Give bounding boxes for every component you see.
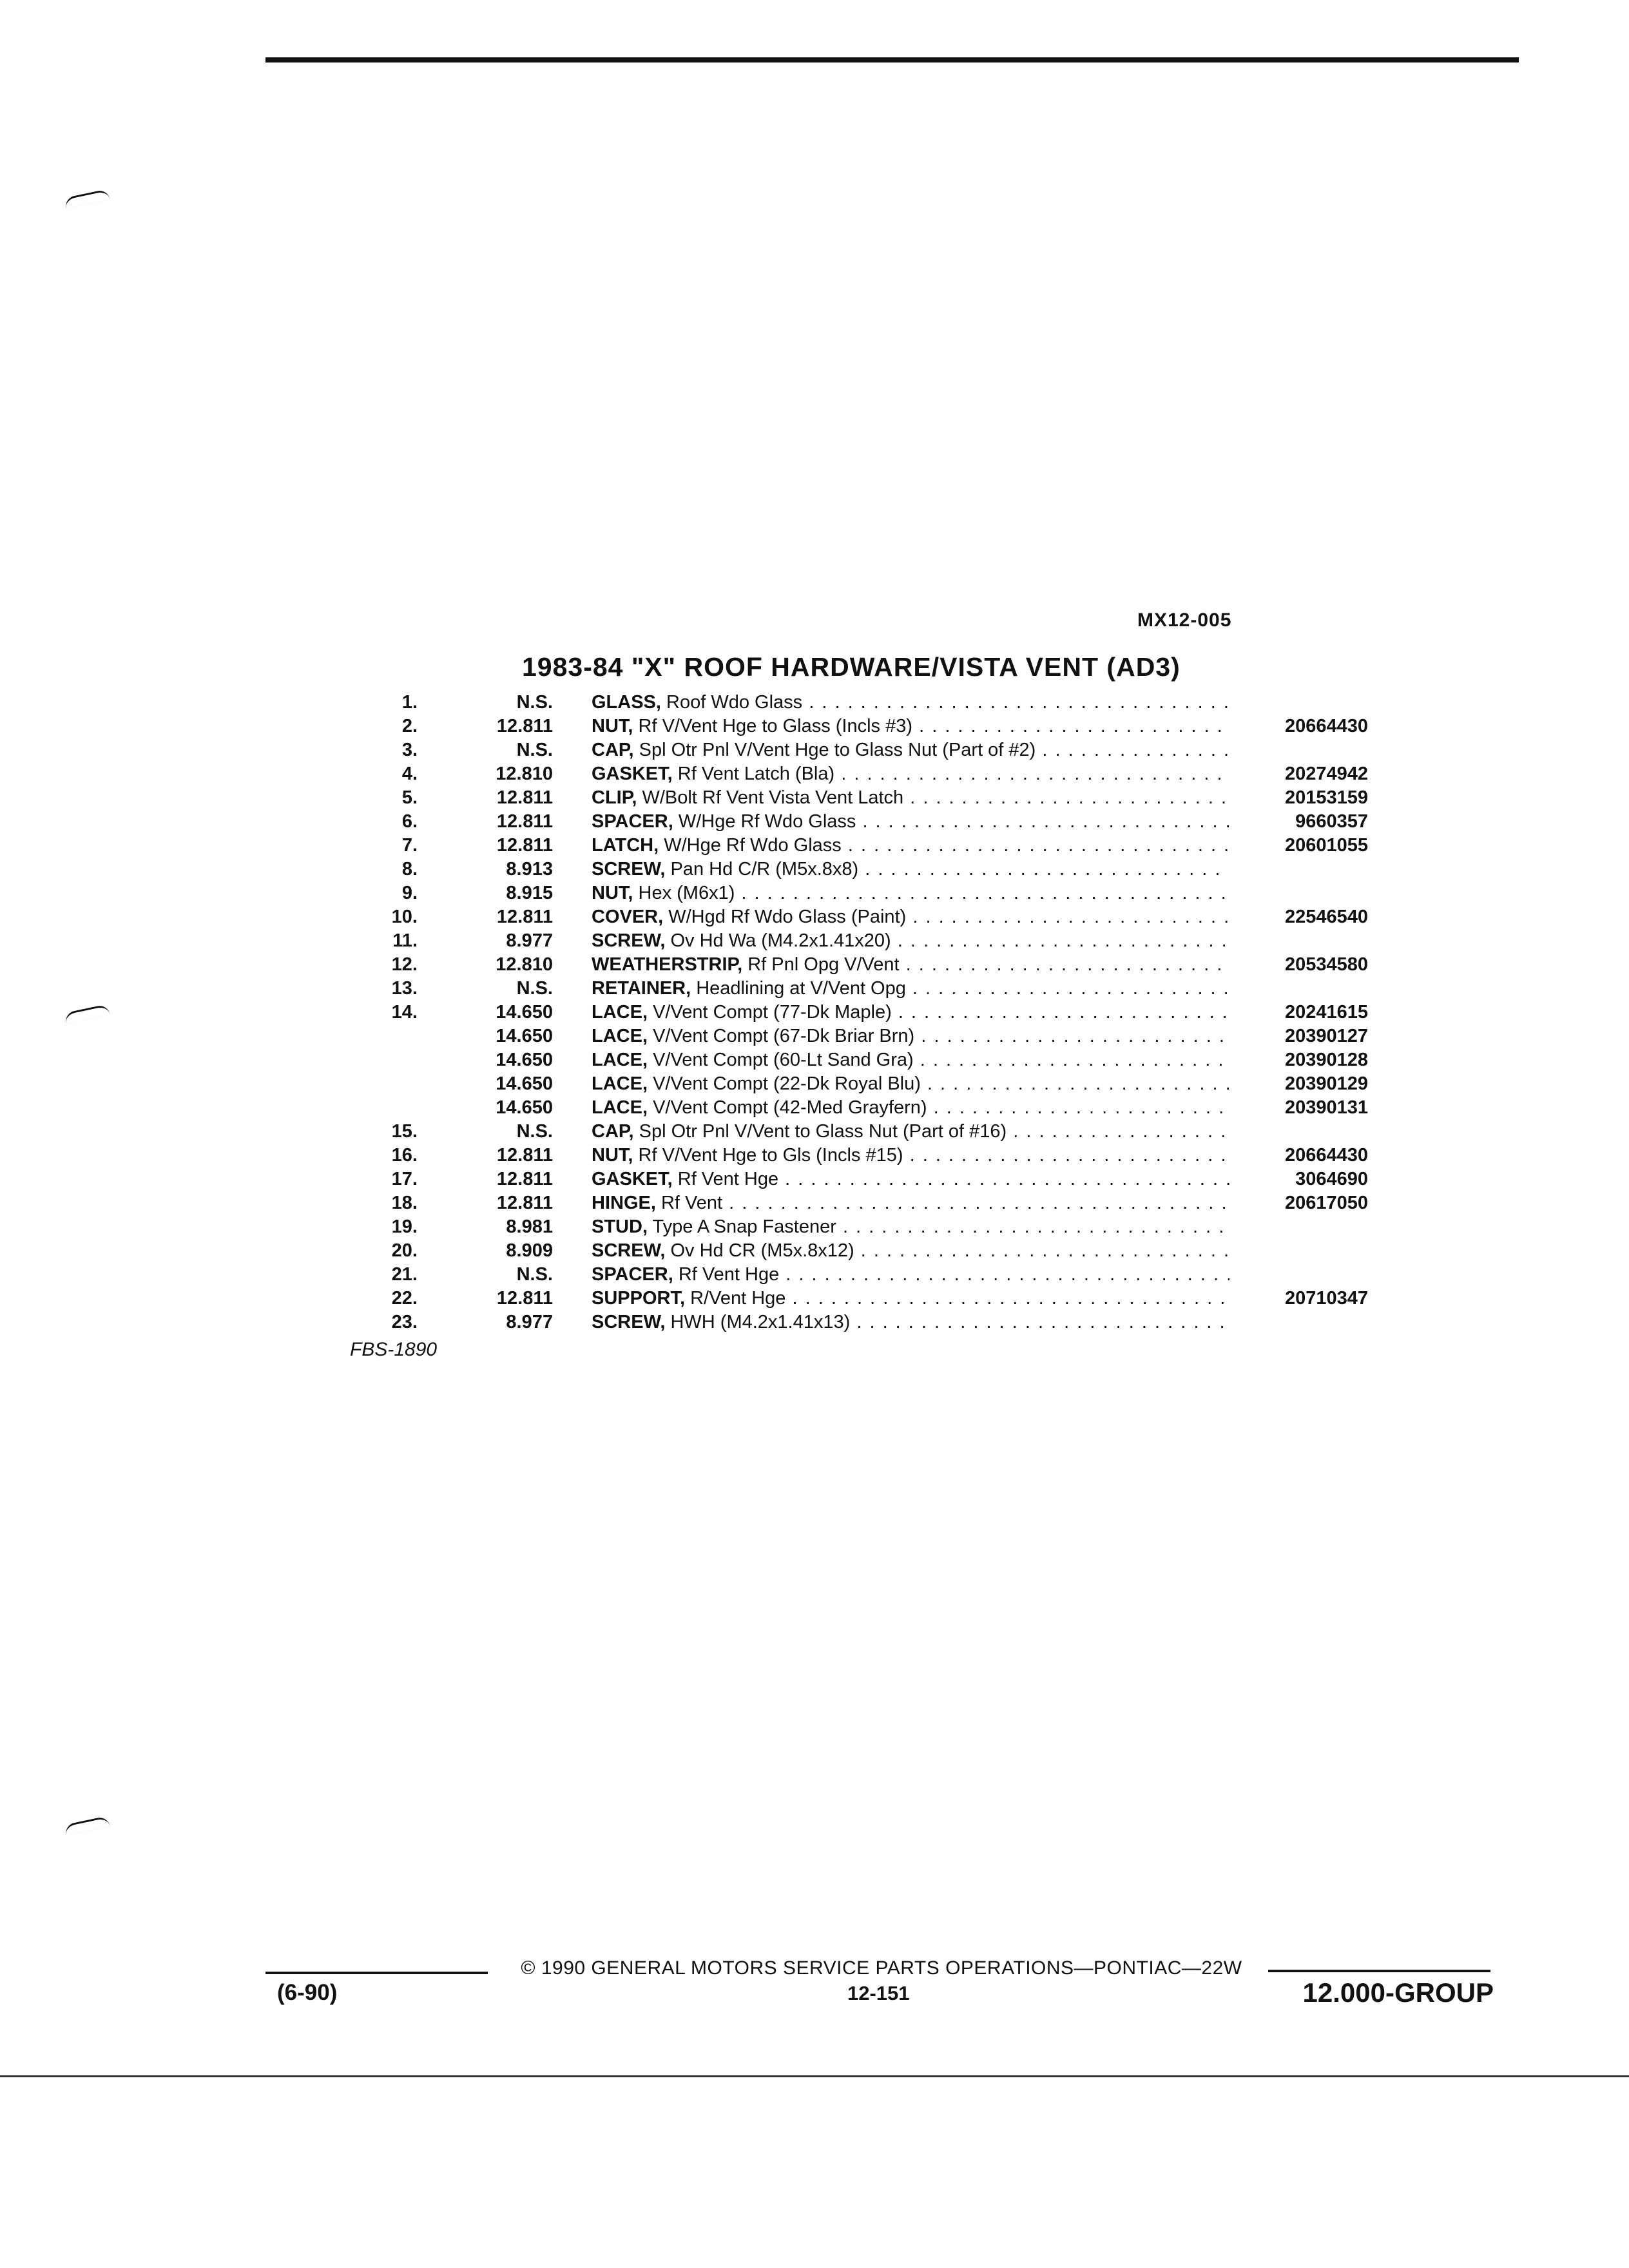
group-number: 8.977 — [506, 1312, 553, 1332]
part-name: CAP, — [592, 1121, 634, 1142]
group-number: 12.811 — [496, 907, 553, 927]
parts-list-row — [0, 1048, 1629, 1072]
part-description — [592, 810, 1229, 834]
item-index: 6. — [401, 811, 418, 832]
group-number: 12.811 — [496, 716, 553, 736]
part-detail: Rf Vent — [660, 1193, 723, 1213]
item-index: 3. — [401, 740, 418, 760]
part-number: 20601055 — [1284, 835, 1368, 856]
part-number: 20710347 — [1284, 1288, 1368, 1309]
parts-list-row — [0, 929, 1629, 953]
group-number: 12.811 — [496, 1169, 553, 1189]
group-number: 12.811 — [496, 1145, 553, 1166]
part-description — [592, 1311, 1229, 1334]
part-detail: Spl Otr Pnl V/Vent to Glass Nut (Part of #16) — [639, 1121, 1007, 1142]
group-number: N.S. — [516, 692, 553, 713]
parts-list-row — [0, 1144, 1629, 1168]
part-detail: Rf V/Vent Hge to Glass (Incls #3) — [638, 716, 913, 736]
part-number: 20274942 — [1284, 764, 1368, 784]
part-name: GASKET, — [592, 1169, 673, 1189]
part-description — [592, 1239, 1229, 1263]
part-description — [592, 953, 1229, 977]
top-rule — [265, 57, 1519, 62]
group-number: N.S. — [516, 740, 553, 760]
item-index: 9. — [401, 883, 418, 903]
part-name: SPACER, — [592, 1264, 673, 1285]
part-detail: W/Hgd Rf Wdo Glass (Paint) — [668, 907, 907, 927]
part-name: NUT, — [592, 1145, 633, 1166]
group-number: 14.650 — [496, 1002, 553, 1023]
document-code: MX12-005 — [1137, 610, 1232, 631]
parts-list-row — [0, 834, 1629, 858]
part-detail: W/Hge Rf Wdo Glass — [678, 811, 856, 832]
parts-list-row — [0, 858, 1629, 881]
part-number: 20390127 — [1284, 1026, 1368, 1046]
page-number: 12-151 — [847, 1982, 910, 2004]
group-number: 12.811 — [496, 835, 553, 856]
part-description — [592, 1144, 1229, 1168]
part-detail: Headlining at V/Vent Opg — [696, 978, 906, 999]
item-index: 10. — [391, 907, 418, 927]
part-number: 20241615 — [1284, 1002, 1368, 1023]
parts-list-row — [0, 1239, 1629, 1263]
part-description — [592, 786, 1229, 810]
part-description — [592, 858, 1229, 881]
parts-list-row — [0, 738, 1629, 762]
parts-list-row — [0, 1191, 1629, 1215]
part-detail: W/Hge Rf Wdo Glass — [664, 835, 842, 856]
part-description — [592, 1072, 1229, 1096]
parts-list-row — [0, 905, 1629, 929]
part-description — [592, 1001, 1229, 1024]
part-number: 20617050 — [1284, 1193, 1368, 1213]
figure-reference-code: FBS-1890 — [350, 1339, 438, 1360]
part-detail: V/Vent Compt (67-Dk Briar Brn) — [653, 1026, 915, 1046]
item-index: 19. — [391, 1216, 418, 1237]
group-number: 12.811 — [496, 1193, 553, 1213]
part-description — [592, 762, 1229, 786]
part-detail: Spl Otr Pnl V/Vent Hge to Glass Nut (Part of #2) — [639, 740, 1036, 760]
part-detail: W/Bolt Rf Vent Vista Vent Latch — [642, 787, 904, 808]
part-name: LACE, — [592, 1026, 648, 1046]
part-description — [592, 929, 1229, 953]
part-name: CAP, — [592, 740, 634, 760]
group-number: N.S. — [516, 1121, 553, 1142]
punch-hole-mark — [64, 189, 110, 209]
item-index: 11. — [392, 930, 418, 951]
part-description — [592, 738, 1229, 762]
footer-rule-left — [265, 1972, 488, 1974]
group-number: 14.650 — [496, 1050, 553, 1070]
part-description — [592, 834, 1229, 858]
copyright-notice: © 1990 GENERAL MOTORS SERVICE PARTS OPERATIONS—PONTIAC—22W — [521, 1957, 1242, 1979]
part-name: SPACER, — [592, 811, 673, 832]
group-number: 12.810 — [496, 954, 553, 975]
group-number: 8.981 — [506, 1216, 553, 1237]
part-description — [592, 881, 1229, 905]
part-description — [592, 977, 1229, 1001]
parts-list-row — [0, 1311, 1629, 1334]
parts-list-row — [0, 881, 1629, 905]
bottom-rule — [0, 2075, 1629, 2077]
part-detail: Rf V/Vent Hge to Gls (Incls #15) — [638, 1145, 903, 1166]
group-number: 12.811 — [496, 1288, 553, 1309]
group-number: 8.915 — [506, 883, 553, 903]
part-detail: Rf Vent Hge — [677, 1169, 779, 1189]
item-index: 2. — [401, 716, 418, 736]
group-number: 14.650 — [496, 1073, 553, 1094]
part-description — [592, 1263, 1229, 1287]
parts-list-row — [0, 1168, 1629, 1191]
part-detail: V/Vent Compt (60-Lt Sand Gra) — [653, 1050, 914, 1070]
item-index: 8. — [401, 859, 418, 879]
parts-list-row — [0, 1120, 1629, 1144]
part-description — [592, 1287, 1229, 1311]
part-detail: V/Vent Compt (22-Dk Royal Blu) — [653, 1073, 921, 1094]
group-number: N.S. — [516, 1264, 553, 1285]
group-number: 8.913 — [506, 859, 553, 879]
group-number: 12.811 — [496, 787, 553, 808]
parts-list-row — [0, 810, 1629, 834]
part-name: LACE, — [592, 1002, 648, 1023]
part-description — [592, 691, 1229, 715]
part-name: SCREW, — [592, 1240, 666, 1261]
group-label: 12.000-GROUP — [1302, 1977, 1494, 2008]
part-name: STUD, — [592, 1216, 648, 1237]
item-index: 23. — [391, 1312, 418, 1332]
parts-list-row — [0, 1001, 1629, 1024]
part-detail: HWH (M4.2x1.41x13) — [670, 1312, 851, 1332]
parts-list-row — [0, 953, 1629, 977]
parts-list-row — [0, 1024, 1629, 1048]
part-name: SCREW, — [592, 930, 666, 951]
part-description — [592, 1048, 1229, 1072]
part-description — [592, 715, 1229, 738]
part-detail: Ov Hd Wa (M4.2x1.41x20) — [670, 930, 891, 951]
part-detail: Ov Hd CR (M5x.8x12) — [670, 1240, 854, 1261]
footer-rule-right — [1268, 1970, 1490, 1972]
part-name: SCREW, — [592, 859, 666, 879]
parts-list-row — [0, 977, 1629, 1001]
part-name: GLASS, — [592, 692, 661, 713]
parts-list-row — [0, 1072, 1629, 1096]
part-description — [592, 1215, 1229, 1239]
part-name: GASKET, — [592, 764, 673, 784]
part-number: 20664430 — [1284, 716, 1368, 736]
part-name: LACE, — [592, 1073, 648, 1094]
part-number: 3064690 — [1295, 1169, 1368, 1189]
part-name: NUT, — [592, 883, 633, 903]
part-description — [592, 905, 1229, 929]
punch-hole-mark — [64, 1816, 110, 1836]
part-description — [592, 1168, 1229, 1191]
part-detail: Rf Vent Latch (Bla) — [677, 764, 835, 784]
part-name: NUT, — [592, 716, 633, 736]
part-detail: V/Vent Compt (42-Med Grayfern) — [653, 1097, 927, 1118]
part-detail: Rf Vent Hge — [678, 1264, 780, 1285]
part-detail: V/Vent Compt (77-Dk Maple) — [653, 1002, 892, 1023]
group-number: N.S. — [516, 978, 553, 999]
parts-list-row — [0, 691, 1629, 715]
item-index: 13. — [391, 978, 418, 999]
item-index: 18. — [391, 1193, 418, 1213]
item-index: 12. — [391, 954, 418, 975]
item-index: 14. — [391, 1002, 418, 1023]
item-index: 1. — [401, 692, 418, 713]
part-number: 20390128 — [1284, 1050, 1368, 1070]
part-description — [592, 1120, 1229, 1144]
part-detail: Rf Pnl Opg V/Vent — [747, 954, 900, 975]
part-description — [592, 1191, 1229, 1215]
part-number: 22546540 — [1284, 907, 1368, 927]
part-detail: Roof Wdo Glass — [666, 692, 803, 713]
item-index: 17. — [391, 1169, 418, 1189]
parts-list-row — [0, 1287, 1629, 1311]
item-index: 20. — [391, 1240, 418, 1261]
item-index: 15. — [391, 1121, 418, 1142]
part-name: SUPPORT, — [592, 1288, 686, 1309]
part-detail: Type A Snap Fastener — [652, 1216, 836, 1237]
item-index: 4. — [401, 764, 418, 784]
parts-list — [0, 691, 1629, 1334]
part-number: 20664430 — [1284, 1145, 1368, 1166]
page-title: 1983-84 "X" ROOF HARDWARE/VISTA VENT (AD3) — [522, 652, 1181, 682]
part-name: HINGE, — [592, 1193, 656, 1213]
group-number: 12.811 — [496, 811, 553, 832]
group-number: 14.650 — [496, 1097, 553, 1118]
part-name: CLIP, — [592, 787, 637, 808]
group-number: 8.977 — [506, 930, 553, 951]
part-number: 20390129 — [1284, 1073, 1368, 1094]
parts-list-row — [0, 762, 1629, 786]
part-description — [592, 1096, 1229, 1120]
group-number: 8.909 — [506, 1240, 553, 1261]
part-name: SCREW, — [592, 1312, 666, 1332]
item-index: 5. — [401, 787, 418, 808]
part-name: LATCH, — [592, 835, 659, 856]
part-number: 20153159 — [1284, 787, 1368, 808]
group-number: 14.650 — [496, 1026, 553, 1046]
item-index: 16. — [391, 1145, 418, 1166]
parts-list-row — [0, 715, 1629, 738]
page-date: (6-90) — [277, 1980, 338, 2005]
parts-list-row — [0, 786, 1629, 810]
part-name: RETAINER, — [592, 978, 691, 999]
part-detail: Hex (M6x1) — [638, 883, 735, 903]
parts-list-row — [0, 1263, 1629, 1287]
part-name: LACE, — [592, 1050, 648, 1070]
part-number: 20390131 — [1284, 1097, 1368, 1118]
item-index: 21. — [391, 1264, 418, 1285]
part-number: 20534580 — [1284, 954, 1368, 975]
part-detail: Pan Hd C/R (M5x.8x8) — [670, 859, 859, 879]
item-index: 22. — [391, 1288, 418, 1309]
parts-list-row — [0, 1096, 1629, 1120]
part-name: WEATHERSTRIP, — [592, 954, 743, 975]
part-name: LACE, — [592, 1097, 648, 1118]
part-detail: R/Vent Hge — [690, 1288, 786, 1309]
part-name: COVER, — [592, 907, 664, 927]
item-index: 7. — [401, 835, 418, 856]
part-description — [592, 1024, 1229, 1048]
part-number: 9660357 — [1295, 811, 1368, 832]
parts-list-row — [0, 1215, 1629, 1239]
group-number: 12.810 — [496, 764, 553, 784]
